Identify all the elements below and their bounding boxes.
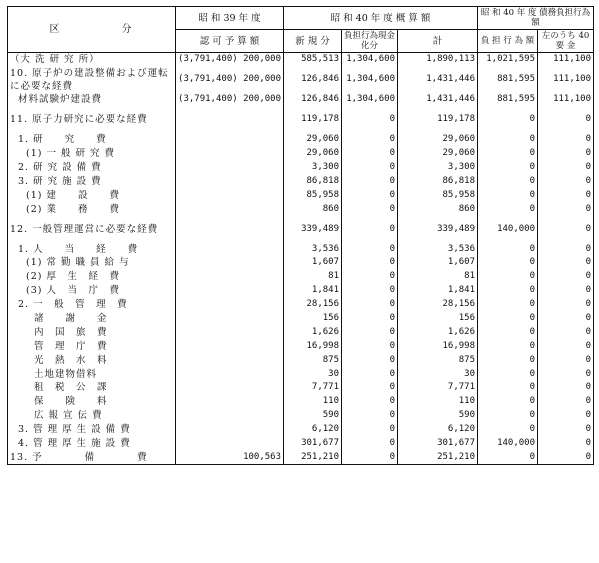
cell-total: 6,120 [398, 423, 478, 437]
row-label: (2) 業 務 費 [8, 202, 176, 216]
cell-conversion: 0 [342, 312, 398, 326]
cell-conversion: 0 [342, 339, 398, 353]
cell-obligation: 0 [478, 353, 538, 367]
header-approved-title: 昭 和 39 年 度 [176, 7, 284, 30]
cell-approved [176, 367, 284, 381]
cell-of-which: 0 [538, 188, 594, 202]
table-row [8, 107, 594, 133]
cell-total: 81 [398, 270, 478, 284]
row-label: 2. 研 究 設 備 費 [8, 161, 176, 175]
table-row [8, 339, 594, 353]
cell-approved [176, 353, 284, 367]
table-row [8, 53, 594, 67]
table-row [8, 147, 594, 161]
cell-total: 1,431,446 [398, 93, 478, 107]
cell-approved [176, 423, 284, 437]
cell-new: 119,178 [284, 107, 342, 133]
cell-obligation: 0 [478, 270, 538, 284]
cell-total: 875 [398, 353, 478, 367]
row-label: 3. 管 理 厚 生 設 備 費 [8, 423, 176, 437]
cell-new: 156 [284, 312, 342, 326]
cell-of-which: 111,100 [538, 93, 594, 107]
cell-approved: 100,563 [176, 450, 284, 464]
cell-conversion: 0 [342, 395, 398, 409]
cell-conversion: 0 [342, 216, 398, 242]
cell-obligation: 0 [478, 161, 538, 175]
cell-conversion: 0 [342, 353, 398, 367]
cell-conversion: 0 [342, 284, 398, 298]
cell-of-which: 0 [538, 367, 594, 381]
cell-conversion: 0 [342, 174, 398, 188]
table-header [8, 7, 594, 53]
cell-total: 16,998 [398, 339, 478, 353]
cell-conversion: 0 [342, 298, 398, 312]
cell-new: 29,060 [284, 133, 342, 147]
cell-obligation: 0 [478, 107, 538, 133]
cell-of-which: 0 [538, 284, 594, 298]
row-label: 1. 研 究 費 [8, 133, 176, 147]
cell-obligation: 0 [478, 409, 538, 423]
cell-total: 339,489 [398, 216, 478, 242]
cell-of-which: 0 [538, 216, 594, 242]
cell-of-which: 0 [538, 325, 594, 339]
cell-approved [176, 242, 284, 256]
table-row [8, 202, 594, 216]
table-row [8, 256, 594, 270]
cell-total: 29,060 [398, 133, 478, 147]
cell-obligation: 0 [478, 242, 538, 256]
cell-approved [176, 395, 284, 409]
cell-conversion: 0 [342, 325, 398, 339]
row-label: (3) 人 当 庁 費 [8, 284, 176, 298]
table-row [8, 450, 594, 464]
table-row [8, 423, 594, 437]
cell-obligation: 140,000 [478, 216, 538, 242]
cell-conversion: 1,304,600 [342, 93, 398, 107]
table-row [8, 395, 594, 409]
cell-approved [176, 133, 284, 147]
cell-new: 16,998 [284, 339, 342, 353]
cell-approved [176, 284, 284, 298]
cell-new: 85,958 [284, 188, 342, 202]
cell-of-which: 0 [538, 423, 594, 437]
header-obligation-group: 昭 和 40 年 度 債務負担行為額 [478, 7, 594, 30]
cell-approved [176, 409, 284, 423]
table-row [8, 174, 594, 188]
cell-approved [176, 107, 284, 133]
cell-conversion: 0 [342, 423, 398, 437]
cell-approved [176, 437, 284, 451]
cell-new: 126,846 [284, 67, 342, 93]
cell-approved [176, 270, 284, 284]
cell-conversion: 0 [342, 161, 398, 175]
cell-conversion: 0 [342, 381, 398, 395]
cell-total: 85,958 [398, 188, 478, 202]
cell-of-which: 0 [538, 298, 594, 312]
header-obligation-amount: 負 担 行 為 額 [478, 30, 538, 53]
row-label: 土地建物借料 [8, 367, 176, 381]
row-label: 1. 人 当 経 費 [8, 242, 176, 256]
cell-of-which: 0 [538, 256, 594, 270]
cell-total: 3,536 [398, 242, 478, 256]
table-row [8, 409, 594, 423]
row-label: 管 理 庁 費 [8, 339, 176, 353]
cell-approved [176, 202, 284, 216]
cell-of-which: 0 [538, 202, 594, 216]
cell-approved [176, 256, 284, 270]
cell-obligation: 0 [478, 423, 538, 437]
cell-conversion: 0 [342, 133, 398, 147]
table-row [8, 298, 594, 312]
cell-of-which: 0 [538, 339, 594, 353]
row-label: 光 熱 水 料 [8, 353, 176, 367]
table-row [8, 161, 594, 175]
cell-of-which: 111,100 [538, 53, 594, 67]
row-label: (1) 一 般 研 究 費 [8, 147, 176, 161]
cell-total: 29,060 [398, 147, 478, 161]
cell-new: 251,210 [284, 450, 342, 464]
cell-conversion: 0 [342, 107, 398, 133]
cell-conversion: 0 [342, 409, 398, 423]
header-approved-sub: 認 可 予 算 額 [176, 30, 284, 53]
cell-total: 110 [398, 395, 478, 409]
cell-approved [176, 325, 284, 339]
cell-new: 81 [284, 270, 342, 284]
cell-conversion: 0 [342, 450, 398, 464]
cell-new: 585,513 [284, 53, 342, 67]
row-label: 10. 原子炉の建設整備および運転に必要な経費 [8, 67, 176, 93]
row-label: 材料試験炉建設費 [8, 93, 176, 107]
cell-obligation: 881,595 [478, 93, 538, 107]
cell-obligation: 0 [478, 174, 538, 188]
cell-conversion: 0 [342, 147, 398, 161]
cell-total: 7,771 [398, 381, 478, 395]
cell-approved [176, 188, 284, 202]
cell-obligation: 0 [478, 312, 538, 326]
cell-obligation: 0 [478, 325, 538, 339]
table-body [8, 53, 594, 465]
cell-new: 1,626 [284, 325, 342, 339]
cell-total: 251,210 [398, 450, 478, 464]
row-label: (1) 建 設 費 [8, 188, 176, 202]
cell-conversion: 0 [342, 242, 398, 256]
cell-obligation: 1,021,595 [478, 53, 538, 67]
cell-conversion: 0 [342, 270, 398, 284]
table-row [8, 188, 594, 202]
row-label: 3. 研 究 施 設 費 [8, 174, 176, 188]
cell-approved [176, 147, 284, 161]
budget-table-sheet [7, 6, 593, 465]
cell-of-which: 0 [538, 353, 594, 367]
row-label: (1) 常 勤 職 員 給 与 [8, 256, 176, 270]
row-label: (2) 厚 生 経 費 [8, 270, 176, 284]
table-row [8, 367, 594, 381]
cell-approved [176, 216, 284, 242]
cell-new: 301,677 [284, 437, 342, 451]
cell-new: 28,156 [284, 298, 342, 312]
cell-conversion: 1,304,600 [342, 67, 398, 93]
cell-new: 110 [284, 395, 342, 409]
cell-obligation: 0 [478, 284, 538, 298]
cell-obligation: 140,000 [478, 437, 538, 451]
cell-total: 1,841 [398, 284, 478, 298]
cell-new: 6,120 [284, 423, 342, 437]
cell-total: 156 [398, 312, 478, 326]
row-label: 保 険 料 [8, 395, 176, 409]
header-fy40-conversion: 負担行為現金化分 [342, 30, 398, 53]
header-fy40-group: 昭 和 40 年 度 概 算 額 [284, 7, 478, 30]
cell-of-which: 0 [538, 450, 594, 464]
cell-of-which: 0 [538, 312, 594, 326]
cell-approved [176, 381, 284, 395]
header-obligation-of-which: 左のうち 40 要 金 [538, 30, 594, 53]
cell-of-which: 0 [538, 133, 594, 147]
cell-conversion: 0 [342, 202, 398, 216]
cell-obligation: 0 [478, 147, 538, 161]
budget-table [7, 6, 594, 465]
table-row [8, 284, 594, 298]
table-row [8, 133, 594, 147]
cell-obligation: 0 [478, 381, 538, 395]
cell-of-which: 111,100 [538, 67, 594, 93]
cell-obligation: 0 [478, 188, 538, 202]
cell-conversion: 1,304,600 [342, 53, 398, 67]
cell-new: 3,300 [284, 161, 342, 175]
header-fy40-total: 計 [398, 30, 478, 53]
cell-new: 875 [284, 353, 342, 367]
row-label: （大 洗 研 究 所） [8, 53, 176, 67]
cell-total: 590 [398, 409, 478, 423]
cell-approved: (3,791,400) 200,000 [176, 67, 284, 93]
cell-total: 301,677 [398, 437, 478, 451]
header-fy40-new: 新 規 分 [284, 30, 342, 53]
cell-total: 28,156 [398, 298, 478, 312]
table-row [8, 93, 594, 107]
row-label: 諸 謝 金 [8, 312, 176, 326]
cell-new: 30 [284, 367, 342, 381]
cell-new: 86,818 [284, 174, 342, 188]
cell-approved: (3,791,400) 200,000 [176, 93, 284, 107]
cell-of-which: 0 [538, 107, 594, 133]
table-row [8, 312, 594, 326]
cell-new: 1,841 [284, 284, 342, 298]
cell-total: 1,890,113 [398, 53, 478, 67]
cell-total: 3,300 [398, 161, 478, 175]
table-row [8, 353, 594, 367]
cell-obligation: 0 [478, 133, 538, 147]
cell-total: 1,626 [398, 325, 478, 339]
cell-new: 1,607 [284, 256, 342, 270]
cell-obligation: 0 [478, 298, 538, 312]
row-label: 広 報 宣 伝 費 [8, 409, 176, 423]
row-label: 内 国 旅 費 [8, 325, 176, 339]
cell-approved [176, 339, 284, 353]
cell-obligation: 0 [478, 450, 538, 464]
cell-approved [176, 312, 284, 326]
table-row [8, 381, 594, 395]
row-label: 13. 予 備 費 [8, 450, 176, 464]
cell-of-which: 0 [538, 161, 594, 175]
table-row [8, 216, 594, 242]
cell-of-which: 0 [538, 242, 594, 256]
cell-obligation: 0 [478, 367, 538, 381]
table-row [8, 437, 594, 451]
cell-approved [176, 161, 284, 175]
cell-of-which: 0 [538, 381, 594, 395]
cell-of-which: 0 [538, 409, 594, 423]
cell-new: 339,489 [284, 216, 342, 242]
cell-conversion: 0 [342, 367, 398, 381]
cell-of-which: 0 [538, 437, 594, 451]
cell-total: 30 [398, 367, 478, 381]
cell-obligation: 0 [478, 395, 538, 409]
row-label: 12. 一般管理運営に必要な経費 [8, 216, 176, 242]
cell-conversion: 0 [342, 256, 398, 270]
table-row [8, 270, 594, 284]
header-category: 区 分 [8, 7, 176, 53]
cell-total: 119,178 [398, 107, 478, 133]
cell-of-which: 0 [538, 147, 594, 161]
cell-total: 1,607 [398, 256, 478, 270]
cell-new: 7,771 [284, 381, 342, 395]
cell-total: 1,431,446 [398, 67, 478, 93]
cell-approved [176, 298, 284, 312]
row-label: 4. 管 理 厚 生 施 設 費 [8, 437, 176, 451]
cell-of-which: 0 [538, 270, 594, 284]
cell-obligation: 0 [478, 202, 538, 216]
cell-new: 860 [284, 202, 342, 216]
cell-total: 86,818 [398, 174, 478, 188]
table-row [8, 67, 594, 93]
cell-approved [176, 174, 284, 188]
cell-of-which: 0 [538, 174, 594, 188]
cell-conversion: 0 [342, 437, 398, 451]
table-row [8, 242, 594, 256]
row-label: 11. 原子力研究に必要な経費 [8, 107, 176, 133]
cell-of-which: 0 [538, 395, 594, 409]
cell-new: 29,060 [284, 147, 342, 161]
cell-obligation: 0 [478, 256, 538, 270]
cell-conversion: 0 [342, 188, 398, 202]
cell-obligation: 0 [478, 339, 538, 353]
cell-approved: (3,791,400) 200,000 [176, 53, 284, 67]
cell-new: 126,846 [284, 93, 342, 107]
cell-new: 590 [284, 409, 342, 423]
row-label: 租 税 公 課 [8, 381, 176, 395]
cell-total: 860 [398, 202, 478, 216]
row-label: 2. 一 般 管 理 費 [8, 298, 176, 312]
cell-new: 3,536 [284, 242, 342, 256]
cell-obligation: 881,595 [478, 67, 538, 93]
table-row [8, 325, 594, 339]
